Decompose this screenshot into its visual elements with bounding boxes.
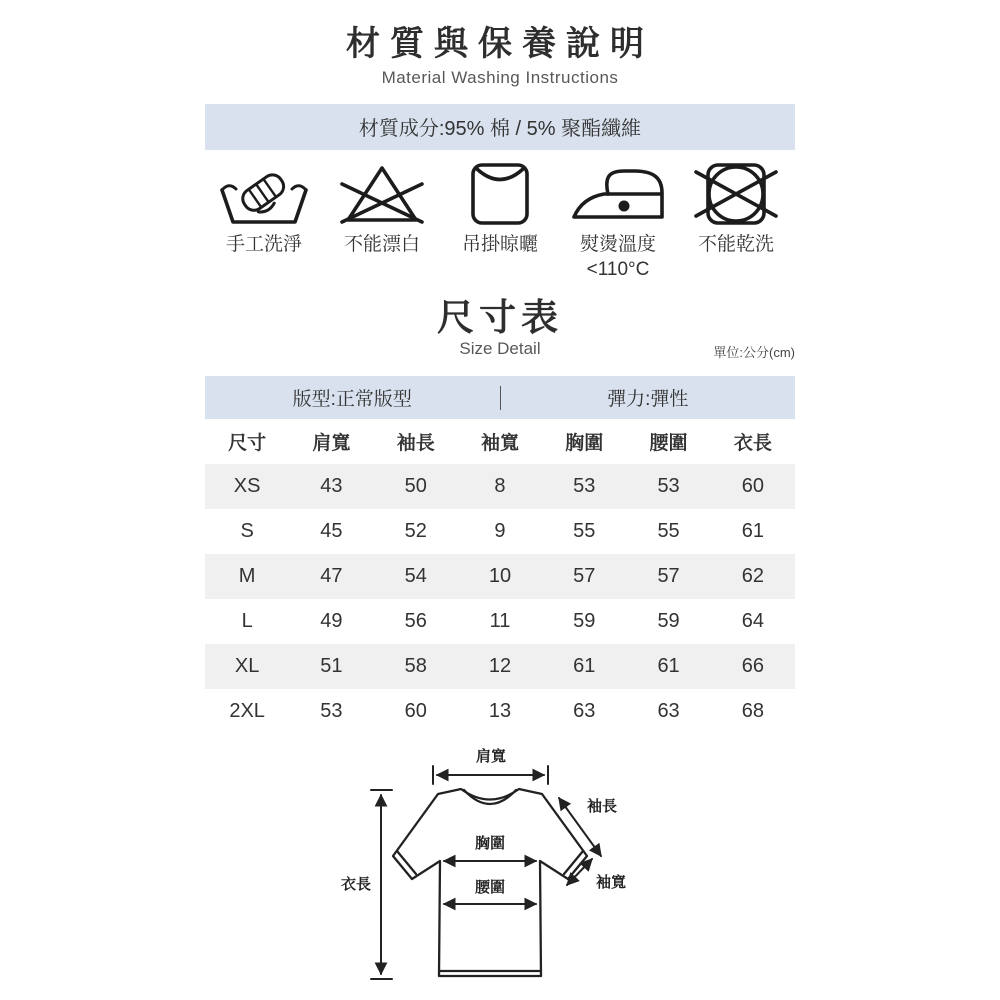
table-row-xs: [205, 464, 795, 509]
cell: 13: [488, 700, 512, 723]
care-item-hang-dry: [441, 160, 559, 281]
cell: 47: [320, 565, 343, 588]
cell: 66: [741, 655, 764, 678]
cell: 51: [320, 655, 343, 678]
care-section-title: 材質與保養說明: [346, 25, 654, 63]
col-header-waist: 腰圍: [649, 433, 688, 455]
cell: 54: [404, 565, 427, 588]
cell: 8: [494, 475, 506, 498]
col-header-size: 尺寸: [228, 433, 267, 455]
col-header-length: 衣長: [733, 433, 772, 455]
care-section-subtitle: Material Washing Instructions: [381, 67, 619, 87]
material-composition-banner: [205, 104, 795, 150]
cell: 2XL: [229, 700, 265, 723]
cell: 63: [573, 700, 596, 723]
cell: 61: [741, 520, 764, 543]
diagram-label-sleeve-width: 袖寬: [595, 874, 627, 892]
cell: 52: [404, 520, 427, 543]
cell: 60: [741, 475, 764, 498]
care-label: 吊掛晾曬: [461, 233, 538, 255]
unit-note: 單位:公分(cm): [713, 345, 795, 361]
cell: 53: [657, 475, 680, 498]
care-label: 不能漂白: [343, 233, 420, 255]
cell: 59: [657, 610, 680, 633]
care-item-no-bleach: [323, 160, 441, 281]
cell: L: [241, 610, 253, 633]
care-item-no-dry-clean: [677, 160, 795, 281]
table-row-m: [205, 554, 795, 599]
cell: 56: [404, 610, 427, 633]
material-composition-text: 材質成分:95% 棉 / 5% 聚酯纖維: [358, 118, 642, 141]
cell: 57: [657, 565, 680, 588]
col-header-chest: 胸圍: [565, 433, 604, 455]
cell: 9: [494, 520, 506, 543]
diagram-label-chest: 胸圍: [474, 835, 506, 853]
cell: 55: [573, 520, 596, 543]
cell: 61: [573, 655, 596, 678]
cell: 64: [741, 610, 764, 633]
cell: 53: [320, 700, 343, 723]
care-item-iron: [559, 160, 677, 281]
iron-low-temp-icon: [559, 160, 677, 228]
tshirt-measurement-diagram: [330, 744, 670, 998]
size-section-subtitle: Size Detail: [459, 339, 541, 359]
cell: XS: [233, 475, 261, 498]
care-label-temperature: <110°C: [586, 258, 650, 280]
cell: 59: [573, 610, 596, 633]
cell: 63: [657, 700, 680, 723]
care-label: 不能乾洗: [697, 233, 774, 255]
col-header-sleeve-length: 袖長: [396, 433, 435, 455]
table-row-xl: [205, 644, 795, 689]
no-bleach-icon: [323, 160, 441, 228]
diagram-label-length: 衣長: [340, 876, 372, 894]
cell: 58: [404, 655, 427, 678]
hand-wash-icon: [205, 160, 323, 228]
cell: 45: [320, 520, 343, 543]
table-row-l: [205, 599, 795, 644]
cell: 43: [320, 475, 343, 498]
stretch-text: 彈力:彈性: [607, 389, 689, 411]
care-icons-row: [205, 160, 795, 281]
cell: 11: [489, 610, 511, 633]
table-row-2xl: [205, 689, 795, 734]
table-row-s: [205, 509, 795, 554]
care-item-hand-wash: [205, 160, 323, 281]
col-header-shoulder: 肩寬: [312, 433, 351, 455]
cell: 49: [320, 610, 343, 633]
cell: 50: [404, 475, 427, 498]
cell: 57: [573, 565, 596, 588]
hang-dry-icon: [441, 160, 559, 228]
cell: 55: [657, 520, 680, 543]
fit-type-text: 版型:正常版型: [292, 389, 412, 411]
care-label: 手工洗淨: [225, 233, 302, 255]
diagram-label-shoulder: 肩寬: [475, 748, 507, 766]
size-subtitle-row: [205, 339, 795, 363]
cell: 61: [657, 655, 680, 678]
col-header-sleeve-width: 袖寬: [480, 433, 519, 455]
diagram-label-waist: 腰圍: [474, 879, 506, 897]
cell: 53: [573, 475, 596, 498]
fit-banner: [205, 376, 795, 419]
cell: XL: [234, 655, 260, 678]
cell: 62: [741, 565, 764, 588]
cell: S: [240, 520, 254, 543]
cell: 68: [741, 700, 764, 723]
cell: 10: [488, 565, 512, 588]
size-table-header-row: [205, 419, 795, 464]
diagram-label-sleeve-length: 袖長: [586, 798, 618, 816]
size-table: [205, 419, 795, 734]
no-dry-clean-icon: [677, 160, 795, 228]
cell: 60: [404, 700, 427, 723]
size-section-title: 尺寸表: [437, 296, 563, 338]
cell: 12: [488, 655, 512, 678]
care-label: 熨燙溫度: [579, 233, 656, 255]
cell: M: [238, 565, 256, 588]
